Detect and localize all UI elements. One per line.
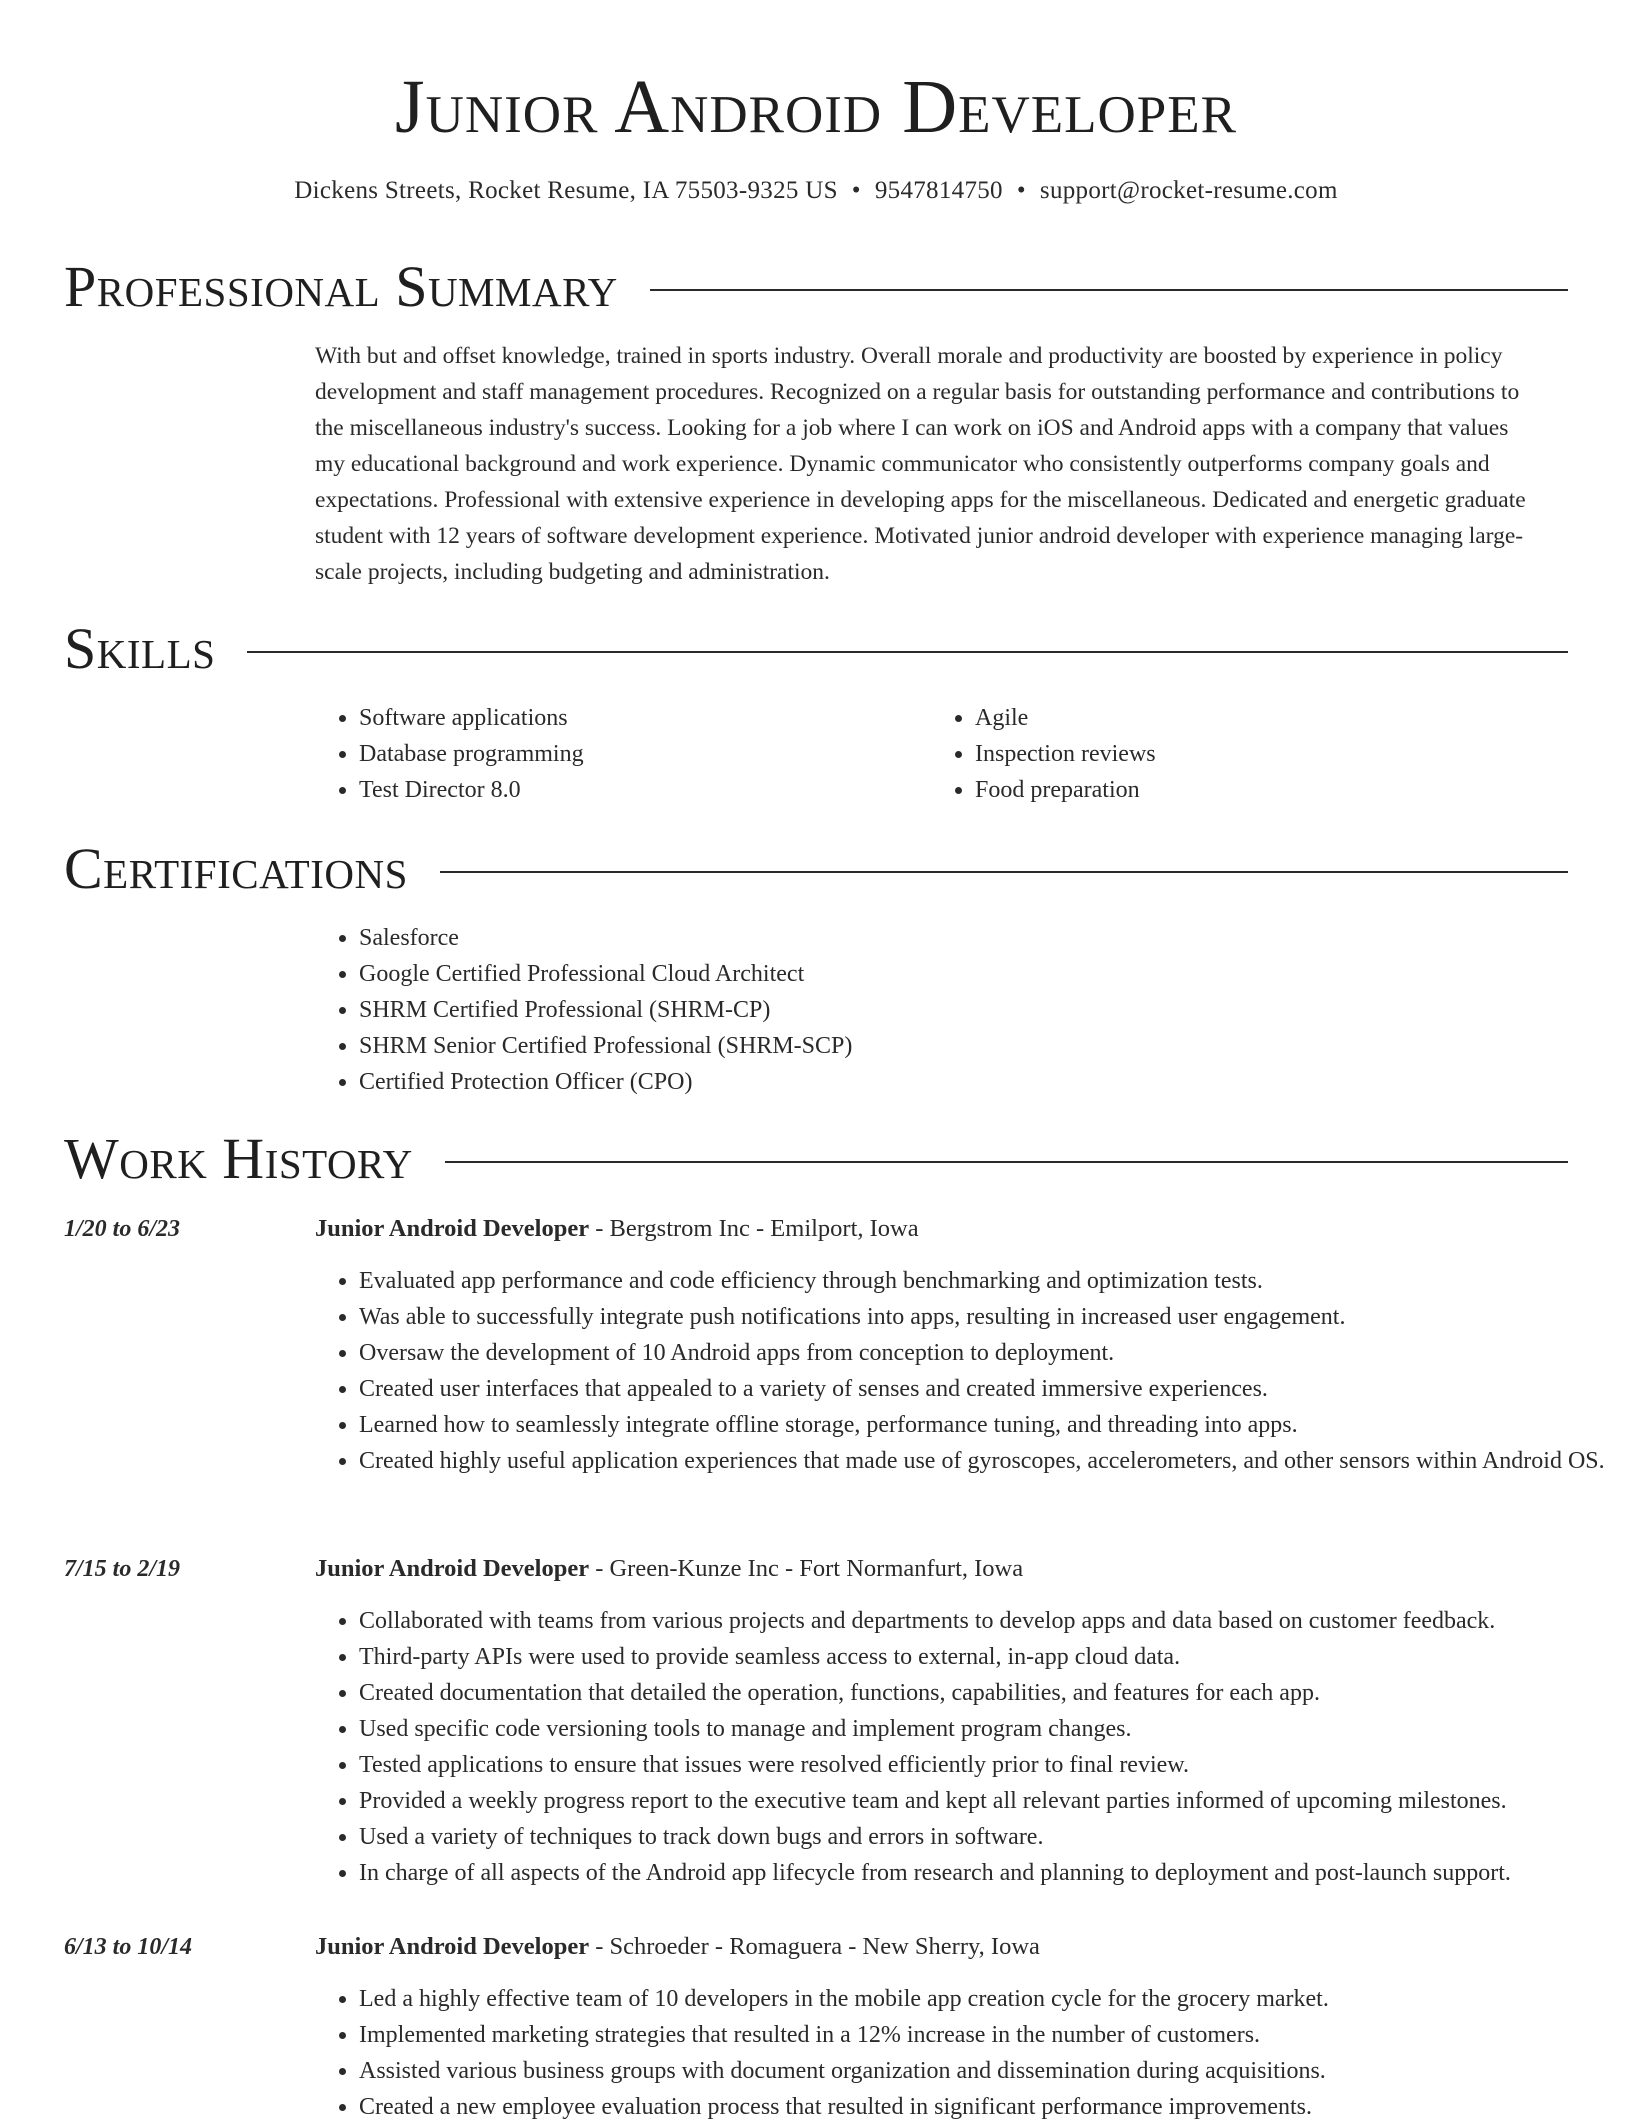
section-title: Work History — [64, 1126, 413, 1191]
job-dates: 1/20 to 6/23 — [64, 1216, 181, 1242]
contact-line — [0, 174, 1632, 208]
skill-item: • Software applications — [359, 700, 584, 736]
job-company: - Bergstrom Inc - Emilport, Iowa — [589, 1215, 919, 1242]
certifications-list — [315, 920, 852, 1100]
job-bullet: • Provided a weekly progress report to the executive team and kept all relevant parties informed of upcoming milestones. — [359, 1783, 1632, 1819]
separator: • — [851, 177, 861, 204]
section-divider — [650, 289, 1568, 291]
job-bullet: • Created documentation that detailed the operation, functions, capabilities, and features for each app. — [359, 1675, 1632, 1711]
section-header-certifications — [64, 834, 1568, 904]
certification-item: • Google Certified Professional Cloud Architect — [359, 956, 852, 992]
section-header-work-history — [64, 1124, 1568, 1194]
skills-column-left — [315, 700, 584, 808]
job-bullet: • Third-party APIs were used to provide seamless access to external, in-app cloud data. — [359, 1639, 1632, 1675]
job-bullet: • Assisted various business groups with document organization and dissemination during acquisitions. — [359, 2053, 1632, 2089]
email: support@rocket-resume.com — [1039, 177, 1338, 204]
job-title: Junior Android Developer — [315, 1555, 590, 1582]
job-bullet: • Led a highly effective team of 10 developers in the mobile app creation cycle for the grocery market. — [359, 1981, 1632, 2017]
job-company: - Green-Kunze Inc - Fort Normanfurt, Iowa — [589, 1555, 1024, 1582]
job-bullet: • Created highly useful application experiences that made use of gyroscopes, accelerometers, and other sensors within Android OS. — [359, 1443, 1632, 1479]
job-bullet: • Tested applications to ensure that issues were resolved efficiently prior to final review. — [359, 1747, 1632, 1783]
job-dates: 6/13 to 10/14 — [64, 1934, 193, 1960]
job-bullet: • Created a new employee evaluation process that resulted in significant performance improvements. — [359, 2089, 1632, 2125]
job-dates: 7/15 to 2/19 — [64, 1556, 181, 1582]
job-title: Junior Android Developer — [315, 1215, 590, 1242]
skill-item: • Database programming — [359, 736, 584, 772]
section-title: Certifications — [64, 836, 408, 901]
job-bullet: • Collaborated with teams from various projects and departments to develop apps and data based on customer feedback. — [359, 1603, 1632, 1639]
job-heading — [315, 1211, 919, 1247]
skill-item: • Agile — [975, 700, 1156, 736]
job-bullet: • Was able to successfully integrate push notifications into apps, resulting in increased user engagement. — [359, 1299, 1632, 1335]
section-title: Skills — [64, 616, 216, 681]
job-bullet: • Learned how to seamlessly integrate offline storage, performance tuning, and threading into apps. — [359, 1407, 1632, 1443]
skill-item: • Inspection reviews — [975, 736, 1156, 772]
job-bullet: • Used a variety of techniques to track down bugs and errors in software. — [359, 1819, 1632, 1855]
job-heading — [315, 1929, 1040, 1965]
certification-item: • SHRM Senior Certified Professional (SHRM-SCP) — [359, 1028, 852, 1064]
resume-name: Junior Android Developer — [395, 65, 1237, 149]
section-divider — [247, 651, 1568, 653]
job-bullet: • Implemented marketing strategies that resulted in a 12% increase in the number of customers. — [359, 2017, 1632, 2053]
job-company: - Schroeder - Romaguera - New Sherry, Iowa — [589, 1933, 1040, 1960]
summary-text: With but and offset knowledge, trained in sports industry. Overall morale and productivity are boosted by experience in policy development and staff management procedures. Recognized on a regular basis for outstanding performance and contributions to the miscellaneous industry's success. Looking for a job where I can work on iOS and Android apps with a company that values my educational background and work experience. Dynamic communicator who consistently outperforms company goals and expectations. Professional with extensive experience in developing apps for the miscellaneous. Dedicated and energetic graduate student with 12 years of software development experience. Motivated junior android developer with experience managing large-scale projects, including budgeting and administration. — [315, 343, 1526, 585]
section-title: Professional Summary — [64, 254, 618, 319]
certification-item: • SHRM Certified Professional (SHRM-CP) — [359, 992, 852, 1028]
skill-item: • Test Director 8.0 — [359, 772, 584, 808]
job-title: Junior Android Developer — [315, 1933, 590, 1960]
job-heading — [315, 1551, 1023, 1587]
section-divider — [440, 871, 1568, 873]
job-bullet: • In charge of all aspects of the Android app lifecycle from research and planning to deployment and post-launch support. — [359, 1855, 1632, 1891]
certification-item: • Certified Protection Officer (CPO) — [359, 1064, 852, 1100]
job-bullet: • Evaluated app performance and code efficiency through benchmarking and optimization tests. — [359, 1263, 1632, 1299]
section-header-summary — [64, 252, 1568, 322]
section-header-skills — [64, 614, 1568, 684]
section-divider — [445, 1161, 1568, 1163]
separator: • — [1016, 177, 1026, 204]
job-bullet: • Created user interfaces that appealed to a variety of senses and created immersive experiences. — [359, 1371, 1632, 1407]
job-bullet: • Used specific code versioning tools to manage and implement program changes. — [359, 1711, 1632, 1747]
skill-item: • Food preparation — [975, 772, 1156, 808]
phone: 9547814750 — [874, 177, 1003, 204]
certification-item: • Salesforce — [359, 920, 852, 956]
job-bullet: • Oversaw the development of 10 Android apps from conception to deployment. — [359, 1335, 1632, 1371]
skills-column-right — [931, 700, 1156, 808]
address: Dickens Streets, Rocket Resume, IA 75503-9325 US — [294, 177, 838, 204]
